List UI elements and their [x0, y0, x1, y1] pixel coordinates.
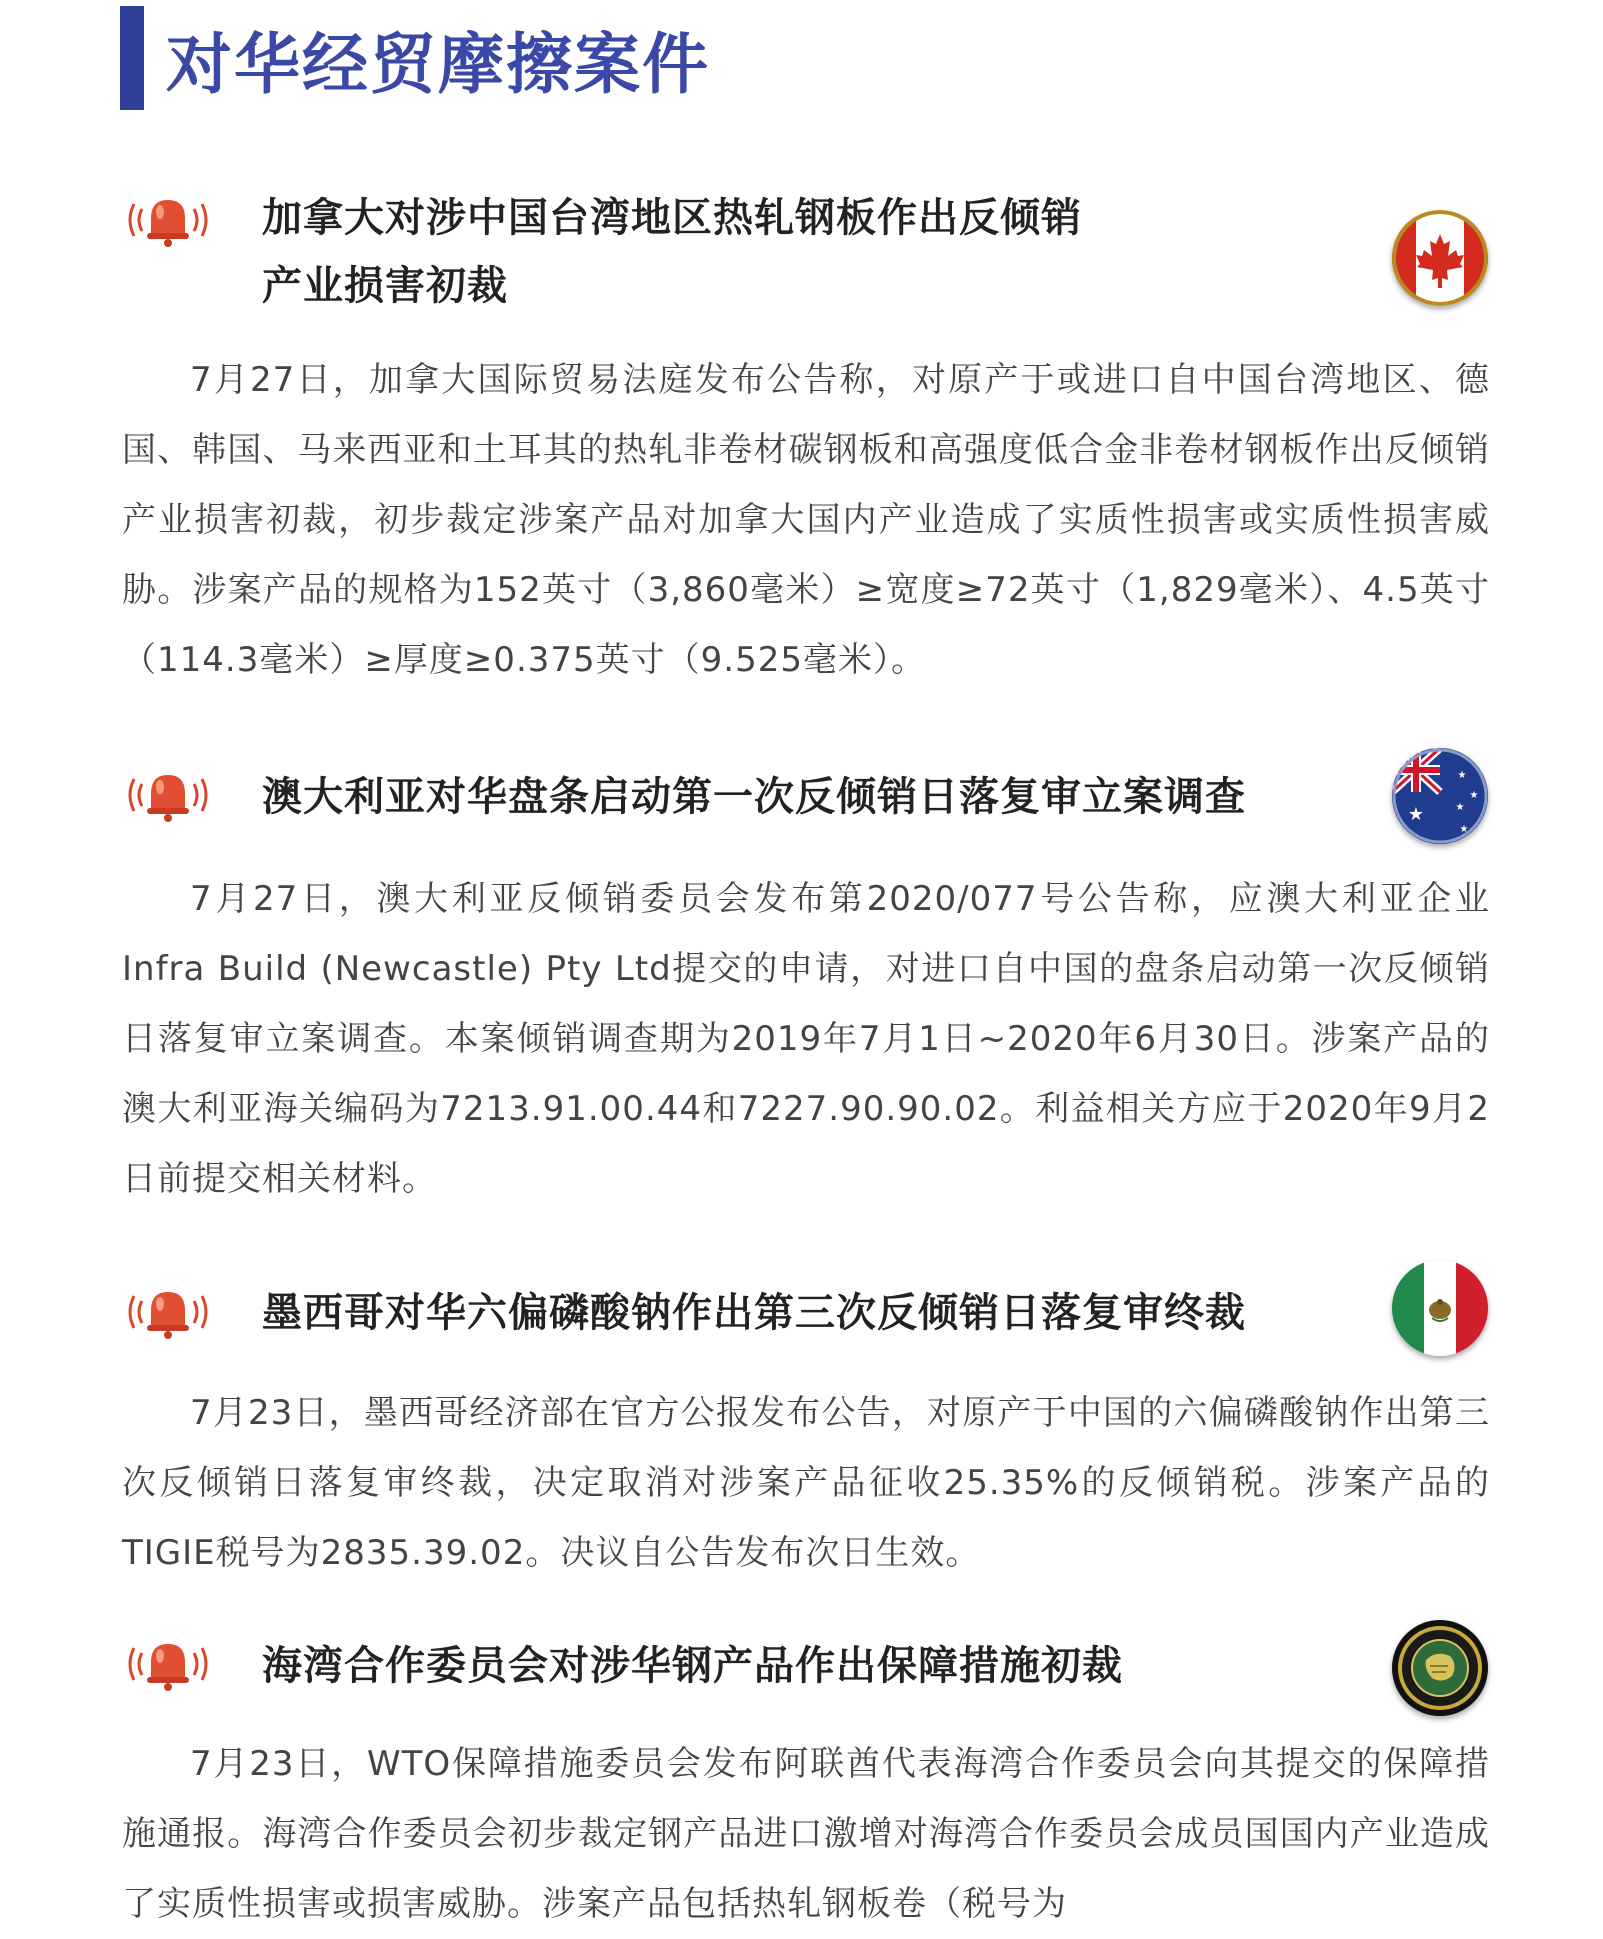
header-accent-bar	[120, 6, 144, 110]
page-title: 对华经贸摩擦案件	[166, 25, 710, 103]
canada-flag-icon	[1392, 210, 1488, 306]
case-body: 7月23日，WTO保障措施委员会发布阿联酋代表海湾合作委员会向其提交的保障措施通报。海湾合作委员会初步裁定钢产品进口激增对海湾合作委员会成员国国内产业造成了实质性损害或损害威胁。涉案产品包括热轧钢板卷（税号为	[122, 1744, 1490, 1924]
svg-text:★: ★	[1469, 790, 1479, 801]
gcc-emblem-icon	[1392, 1620, 1488, 1716]
bell-alert-icon	[120, 1282, 216, 1342]
case-body: 7月23日，墨西哥经济部在官方公报发布公告，对原产于中国的六偏磷酸钠作出第三次反倾销日落复审终裁，决定取消对涉案产品征收25.35%的反倾销税。涉案产品的TIGIE税号为2835.39.02。决议自公告发布次日生效。	[122, 1393, 1490, 1573]
bell-alert-icon	[120, 1634, 216, 1694]
case-title-line1: 海湾合作委员会对涉华钢产品作出保障措施初裁	[262, 1643, 1123, 1689]
svg-text:★: ★	[1455, 802, 1465, 813]
section-header	[120, 6, 710, 110]
case-title-line2: 产业损害初裁	[262, 263, 508, 309]
case-body: 7月27日，加拿大国际贸易法庭发布公告称，对原产于或进口自中国台湾地区、德国、韩国、马来西亚和土耳其的热轧非卷材碳钢板和高强度低合金非卷材钢板作出反倾销产业损害初裁，初步裁定涉案产品对加拿大国内产业造成了实质性损害或实质性损害威胁。涉案产品的规格为152英寸（3,860毫米）≥宽度≥72英寸（1,829毫米）、4.5英寸（114.3毫米）≥厚度≥0.375英寸（9.525毫米）。	[122, 360, 1490, 680]
case-title-line1: 澳大利亚对华盘条启动第一次反倾销日落复审立案调查	[262, 774, 1246, 820]
case-title-line1: 墨西哥对华六偏磷酸钠作出第三次反倾销日落复审终裁	[262, 1290, 1246, 1336]
svg-text:★: ★	[1459, 824, 1469, 835]
svg-text:★: ★	[1407, 804, 1425, 825]
case-body: 7月27日，澳大利亚反倾销委员会发布第2020/077号公告称，应澳大利亚企业Infra Build (Newcastle) Pty Ltd提交的申请，对进口自中国的盘条启动第一次反倾销日落复审立案调查。本案倾销调查期为2019年7月1日~2020年6月30日。涉案产品的澳大利亚海关编码为7213.91.00.44和7227.90.90.02。利益相关方应于2020年9月2日前提交相关材料。	[122, 879, 1490, 1199]
case-title-line1: 加拿大对涉中国台湾地区热轧钢板作出反倾销	[262, 195, 1082, 241]
bell-alert-icon	[120, 765, 216, 825]
mexico-flag-icon	[1392, 1260, 1488, 1356]
australia-flag-icon	[1392, 748, 1488, 844]
bell-alert-icon	[120, 190, 216, 250]
svg-text:★: ★	[1457, 770, 1467, 781]
